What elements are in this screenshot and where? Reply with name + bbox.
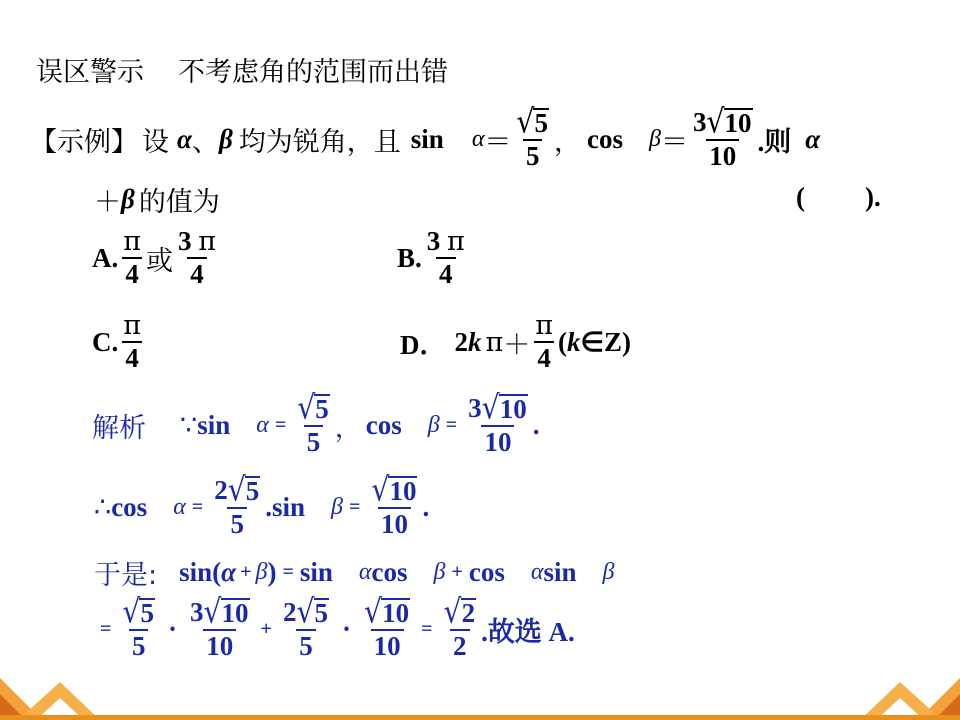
period: . (532, 409, 540, 440)
option-a (92, 228, 221, 288)
solution-line-4 (100, 592, 575, 661)
fraction-sqrt2-over-2: √ 2 2 (443, 592, 476, 661)
equals: = (421, 617, 433, 640)
because-symbol: ∵ (180, 409, 198, 441)
solution-line-3 (94, 553, 614, 592)
stem-text: 的值为 (138, 187, 220, 218)
fraction-3pi-over-4: $\frac{3 \pi}{4}$ (426, 226, 465, 289)
equals: = (445, 413, 458, 436)
alpha-symbol: α (256, 411, 269, 438)
fraction-2sqrt5-over-5: 2 √ 5 5 (214, 470, 260, 539)
beta-symbol: β (331, 493, 343, 520)
plus: + (260, 617, 272, 640)
alpha-symbol: α (173, 493, 186, 520)
beta-symbol: β (121, 184, 135, 214)
beta-symbol: β (255, 559, 268, 585)
conclusion-text: .故选 A. (481, 616, 575, 647)
fraction-2sqrt5-over-5: 2 √ 5 5 (282, 592, 329, 661)
problem-line-2 (94, 180, 220, 219)
equals: = (191, 495, 204, 518)
fraction-3pi-over-4: $\frac{3 \pi}{4}$ (178, 226, 216, 289)
plus: + (451, 561, 463, 583)
set-membership: ∈Z) (580, 326, 632, 357)
fraction-sqrt5-over-5: √ 5 5 (516, 102, 548, 171)
cos-label: cos (586, 123, 623, 154)
fraction-sqrt5-over-5: √ 5 5 (122, 592, 154, 661)
answer-blank: ( ). (796, 182, 881, 212)
cos-label: cos (468, 557, 505, 587)
equals: ＝ (484, 126, 512, 158)
alpha-symbol: α (805, 123, 821, 154)
sin-label: sin (197, 409, 231, 440)
beta-symbol: β (218, 123, 233, 154)
equals: = (100, 617, 112, 640)
decorative-border (0, 660, 960, 720)
sin-label: sin (272, 491, 306, 522)
close-paren: ) (267, 557, 277, 587)
option-b (397, 228, 470, 288)
then-text: .则 (757, 126, 792, 157)
k-variable: k (468, 326, 482, 357)
fraction-pi-over-4: $\frac{\pi}{4}$ (123, 310, 141, 373)
k-variable: k (567, 326, 581, 357)
fraction-pi-over-4: $\frac{\pi}{4}$ (123, 226, 141, 289)
sin-sum-open: sin( (179, 557, 222, 587)
alpha-symbol: α (358, 559, 372, 585)
multiply-dot: · (167, 613, 177, 644)
alpha-symbol: α (177, 123, 192, 154)
solution-line-2 (94, 470, 430, 539)
cos-label: cos (111, 491, 148, 522)
solution-label: 解析 (92, 412, 146, 444)
fraction-3sqrt10-over-10: 3 √ 10 10 (468, 388, 527, 457)
sin-label: sin (543, 557, 577, 587)
section-title (36, 50, 448, 89)
fraction-3sqrt10-over-10: 3 √ 10 10 (189, 592, 249, 661)
option-c-label: C. (92, 326, 119, 357)
alpha-symbol: α (221, 557, 237, 587)
period: . (422, 491, 430, 522)
plus: + (240, 561, 252, 583)
fraction-pi-over-4: $\frac{\pi}{4}$ (535, 310, 553, 373)
fraction-sqrt5-over-5: √ 5 5 (297, 388, 329, 457)
comma: ， (553, 126, 581, 158)
alpha-symbol: α (530, 559, 544, 585)
fraction-sqrt10-over-10: √ 10 10 (364, 592, 410, 661)
comma: ， (334, 412, 362, 444)
sin-label: sin (410, 123, 444, 154)
equals: = (282, 561, 294, 583)
stem-text: 设 (142, 126, 169, 158)
cos-label: cos (371, 557, 408, 587)
problem-line-1 (30, 102, 821, 171)
solution-line-1 (92, 388, 540, 457)
therefore-symbol: ∴ (94, 491, 112, 523)
plus: ＋ (94, 187, 121, 218)
or-text: 或 (146, 245, 173, 277)
coefficient: 2 (454, 326, 468, 357)
option-c (92, 312, 146, 372)
then-label: 于是: (94, 560, 158, 591)
beta-symbol: β (433, 559, 446, 585)
stem-text: 均为锐角，且 (238, 126, 401, 158)
equals: = (349, 495, 361, 518)
bottom-stripe (0, 715, 960, 720)
cos-label: cos (365, 409, 402, 440)
alpha-symbol: α (471, 125, 485, 152)
fraction-sqrt10-over-10: √ 10 10 (371, 470, 417, 539)
beta-symbol: β (648, 125, 661, 152)
separator: 、 (191, 126, 219, 158)
example-tag: 【示例】 (30, 126, 138, 158)
equals: ＝ (660, 126, 688, 158)
option-a-label: A. (92, 242, 119, 273)
beta-symbol: β (602, 559, 615, 585)
option-d: D． 2 k π ＋ $\frac{\pi}{4}$ ( k ∈Z) (400, 310, 632, 373)
option-d-label: D． (400, 329, 447, 360)
fraction-3sqrt10-over-10: 3 √ 10 10 (692, 102, 752, 171)
pi-symbol: π (485, 326, 504, 358)
period: . (265, 491, 273, 522)
sin-label: sin (299, 557, 333, 587)
plus: ＋ (503, 329, 531, 361)
section-label: 误区警示 (36, 57, 144, 88)
multiply-dot: · (342, 613, 352, 644)
equals: = (274, 413, 287, 436)
beta-symbol: β (427, 411, 440, 438)
option-b-label: B. (397, 242, 422, 273)
section-topic: 不考虑角的范围而出错 (178, 57, 448, 88)
